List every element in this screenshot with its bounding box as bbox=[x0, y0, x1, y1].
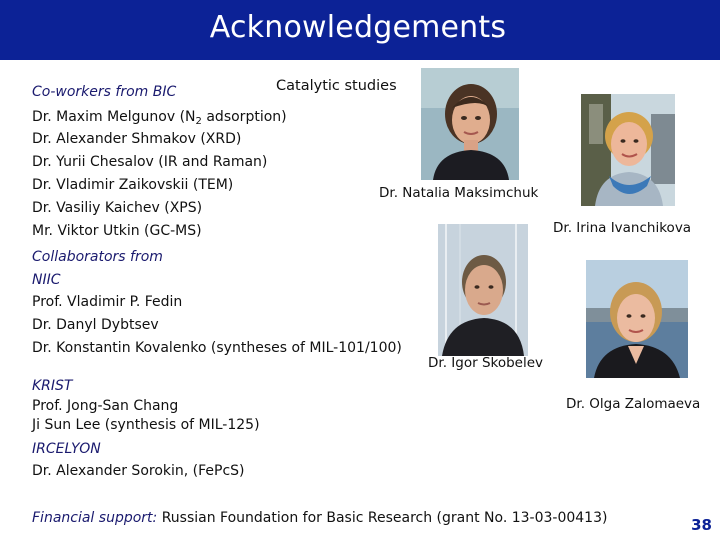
bic-item: Dr. Yurii Chesalov (IR and Raman) bbox=[32, 154, 268, 170]
caption-olga-zalomaeva: Dr. Olga Zalomaeva bbox=[566, 396, 701, 412]
catalytic-studies-label: Catalytic studies bbox=[276, 78, 397, 94]
bic-item: Dr. Vladimir Zaikovskii (TEM) bbox=[32, 177, 234, 193]
niic-heading: NIIC bbox=[32, 272, 61, 288]
ircelyon-item: Dr. Alexander Sorokin, (FePcS) bbox=[32, 463, 245, 479]
krist-heading: KRIST bbox=[32, 378, 73, 394]
niic-item: Prof. Vladimir P. Fedin bbox=[32, 294, 183, 310]
bic-item: Dr. Vasiliy Kaichev (XPS) bbox=[32, 200, 203, 216]
niic-item: Dr. Konstantin Kovalenko (syntheses of MIL-101/100) bbox=[32, 340, 402, 356]
bic-item: Dr. Alexander Shmakov (XRD) bbox=[32, 131, 242, 147]
krist-item: Ji Sun Lee (synthesis of MIL-125) bbox=[32, 417, 260, 433]
bic-item: Dr. Maxim Melgunov ($N_2$ adsorption) bbox=[32, 109, 287, 127]
photo-natalia-maksimchuk bbox=[421, 68, 519, 180]
caption-natalia-maksimchuk: Dr. Natalia Maksimchuk bbox=[379, 185, 539, 201]
photo-irina-ivanchikova bbox=[581, 94, 675, 206]
bic-item: Mr. Viktor Utkin (GC-MS) bbox=[32, 223, 202, 239]
krist-item: Prof. Jong-San Chang bbox=[32, 398, 179, 414]
collaborators-heading: Collaborators from bbox=[32, 249, 163, 265]
financial-support-text: Russian Foundation for Basic Research (grant No. 13-03-00413) bbox=[157, 510, 608, 526]
financial-support bbox=[32, 510, 607, 527]
page-number: 38 bbox=[691, 516, 712, 534]
photo-olga-zalomaeva bbox=[586, 260, 688, 378]
caption-irina-ivanchikova: Dr. Irina Ivanchikova bbox=[553, 220, 692, 236]
financial-support-label: Financial support: bbox=[32, 510, 158, 526]
bic-heading: Co-workers from BIC bbox=[32, 84, 177, 100]
photo-igor-skobelev bbox=[438, 224, 528, 356]
title-bar bbox=[0, 0, 720, 60]
ircelyon-heading: IRCELYON bbox=[32, 441, 101, 457]
slide-title: Acknowledgements bbox=[209, 10, 507, 45]
caption-igor-skobelev: Dr. Igor Skobelev bbox=[428, 355, 544, 371]
niic-item: Dr. Danyl Dybtsev bbox=[32, 317, 159, 333]
